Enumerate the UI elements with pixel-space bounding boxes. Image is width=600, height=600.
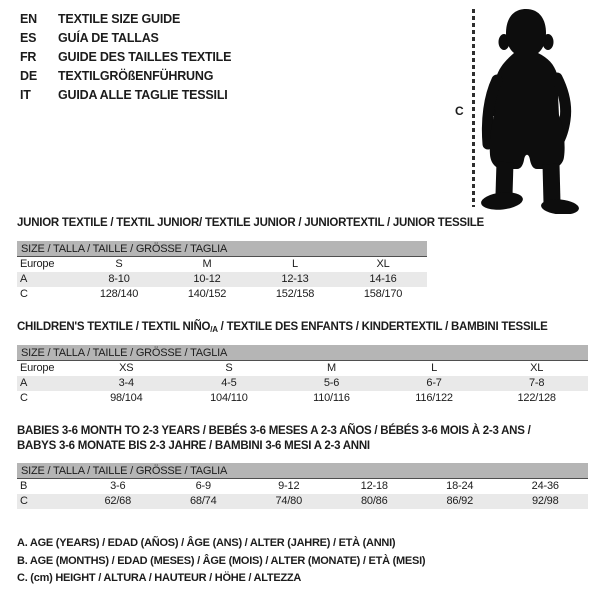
table-cell: 92/98 [531,495,559,507]
language-code: IT [20,88,31,102]
language-row-es [20,29,231,48]
table-cell: 140/152 [187,288,227,300]
table-cell: 122/128 [517,392,556,404]
table-cell: C [20,495,28,507]
height-dashed-line [472,9,475,207]
language-code: EN [20,12,37,26]
table-cell: C [20,392,28,404]
height-measure-label: C [455,104,464,118]
table-cell: B [20,480,28,492]
table-cell: M [202,258,212,270]
table-cell: 9-12 [278,480,300,492]
table-header-band: SIZE / TALLA / TAILLE / GRÖSSE / TAGLIA [17,345,588,361]
table-rows [17,361,588,406]
baby-silhouette-icon [480,4,600,214]
heading-line-1: BABIES 3-6 MONTH TO 2-3 YEARS / BEBÉS 3-6 MESES A 2-3 AÑOS / BÉBÉS 3-6 MOIS À 2-3 ANS / [17,425,531,437]
size-table-babies [17,463,588,509]
table-cell: 62/68 [104,495,132,507]
table-cell: 7-8 [529,377,545,389]
table-cell: Europe [20,258,55,270]
heading-text: CHILDREN'S TEXTILE / TEXTIL NIÑO [17,321,211,333]
table-cell: 158/170 [363,288,403,300]
table-cell: 12-18 [360,480,388,492]
table-row [17,376,588,391]
table-cell: 86/92 [446,495,474,507]
language-label: TEXTILGRÖßENFÜHRUNG [58,69,214,83]
table-header-band: SIZE / TALLA / TAILLE / GRÖSSE / TAGLIA [17,463,588,479]
table-cell: 3-4 [118,377,134,389]
legend-line-c: C. (cm) HEIGHT / ALTURA / HAUTEUR / HÖHE / ALTEZZA [17,572,302,584]
table-cell: 152/158 [275,288,315,300]
size-table-junior [17,241,427,302]
table-cell: 10-12 [193,273,221,285]
language-row-it [20,86,231,105]
table-cell: M [327,362,336,374]
table-cell: 12-13 [281,273,309,285]
table-cell: A [20,273,28,285]
size-table-children [17,345,588,406]
table-cell: 6-9 [195,480,211,492]
table-row [17,494,588,509]
table-row [17,287,427,302]
language-row-fr [20,48,231,67]
table-cell: 3-6 [110,480,126,492]
language-label: TEXTILE SIZE GUIDE [58,12,181,26]
table-cell: L [292,258,298,270]
section-heading-junior: JUNIOR TEXTILE / TEXTIL JUNIOR/ TEXTILE JUNIOR / JUNIORTEXTIL / JUNIOR TESSILE [17,217,484,229]
language-code: FR [20,50,37,64]
table-cell: XS [119,362,134,374]
table-cell: S [225,362,233,374]
table-cell: 68/74 [189,495,217,507]
heading-text: / TEXTILE DES ENFANTS / KINDERTEXTIL / BAMBINI TESSILE [217,321,548,333]
section-heading-children [17,321,548,334]
language-label: GUIDA ALLE TAGLIE TESSILI [58,88,228,102]
language-row-de [20,67,231,86]
language-label: GUÍA DE TALLAS [58,31,159,45]
table-cell: 18-24 [446,480,474,492]
table-cell: 5-6 [323,377,340,389]
table-cell: 80/86 [360,495,388,507]
table-cell: 104/110 [210,392,248,404]
language-list [20,10,231,105]
table-cell: 8-10 [108,273,130,285]
legend [17,535,425,588]
table-cell: Europe [20,362,55,374]
table-cell: XL [376,258,390,270]
table-cell: 116/122 [415,392,453,404]
heading-subscript: /A [210,325,218,334]
language-code: DE [20,69,37,83]
language-row-en [20,10,231,29]
table-row [17,257,427,272]
table-cell: S [115,258,123,270]
table-cell: 4-5 [221,377,237,389]
table-cell: XL [530,362,544,374]
table-rows [17,257,427,302]
table-rows [17,479,588,509]
heading-line-2: BABYS 3-6 MONATE BIS 2-3 JAHRE / BAMBINI 3-6 MESI A 2-3 ANNI [17,440,370,452]
table-row [17,391,588,406]
legend-line-b: B. AGE (MONTHS) / EDAD (MESES) / ÂGE (MOIS) / ALTER (MONATE) / ETÀ (MESI) [17,554,426,567]
table-cell: 74/80 [275,495,303,507]
section-heading-babies [17,424,531,454]
table-cell: 110/116 [313,392,350,404]
table-cell: 128/140 [99,288,139,300]
language-code: ES [20,31,37,45]
table-header-band: SIZE / TALLA / TAILLE / GRÖSSE / TAGLIA [17,241,427,257]
table-cell: 98/104 [110,392,143,404]
table-row [17,479,588,494]
table-cell: L [431,362,438,374]
table-cell: A [20,377,28,389]
legend-line-a: A. AGE (YEARS) / EDAD (AÑOS) / ÂGE (ANS) / ALTER (JAHRE) / ETÀ (ANNI) [17,537,396,549]
table-row [17,361,588,376]
table-row [17,272,427,287]
table-cell: 6-7 [426,377,442,389]
table-cell: 14-16 [369,273,397,285]
table-cell: C [20,288,28,300]
table-cell: 24-36 [531,480,559,492]
language-label: GUIDE DES TAILLES TEXTILE [58,50,232,64]
